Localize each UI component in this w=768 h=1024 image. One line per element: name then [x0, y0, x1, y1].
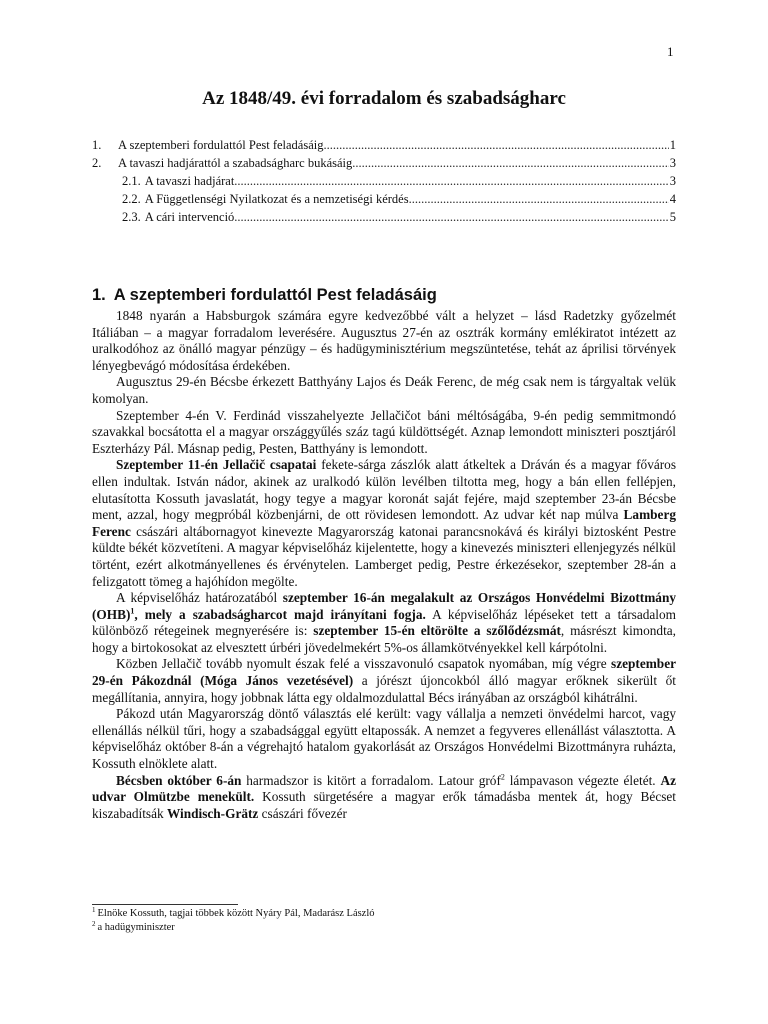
toc-entry-label: A Függetlenségi Nyilatkozat és a nemzetiségi kérdés	[144, 192, 409, 206]
toc-entry[interactable]	[92, 190, 676, 208]
text-run: lámpavason végezte életét.	[504, 772, 661, 788]
toc-entry-page: 3	[669, 174, 676, 188]
paragraph	[92, 706, 676, 772]
bold-text: Az udvar Olmützbe menekült.	[92, 772, 676, 805]
paragraph	[92, 308, 676, 374]
bold-text: Windisch-Grätz	[166, 805, 259, 821]
text-run: császári fővezér	[258, 805, 347, 821]
footnote-reference: 1	[130, 606, 135, 616]
footnotes	[92, 907, 676, 935]
bold-text: szeptember 29-én Pákozdnál (Móga János vezetésével)	[92, 656, 676, 689]
text-run: Közben Jellačič tovább nyomult észak felé a visszavonuló csapatok nyomában, míg végre	[116, 656, 612, 672]
footnote-mark: 1	[92, 905, 96, 914]
toc-leader-dots	[234, 172, 668, 190]
section-number: 1.	[92, 286, 106, 304]
text-run: A képviselőház lépéseket tett a társadalom különböző rétegeinek megnyerésére is:	[92, 606, 676, 639]
toc-leader-dots	[324, 136, 669, 154]
toc-leader-dots	[409, 190, 669, 208]
paragraph	[92, 374, 676, 407]
text-run: fekete-sárga zászlók alatt átkeltek a Dráván és a magyar főváros ellen indultak. István nádor, akinek az uralkodó külön levélben tiltotta meg, hogy a bán ellen fellépjen, elutasította Kossuth javaslatát, hogy tegye a magyar koronát saját fejére, majd szeptember 23-án Bécsbe ment, azzal, hogy megpróbál közbenjárni, de ott rövidesen lemondott. Az udvar két nap múlva	[92, 457, 676, 523]
bold-text: szeptember 15-én eltörölte a szőlődézsmát	[313, 623, 561, 639]
toc-entry-number: 2.3.	[122, 210, 141, 224]
footnote-reference: 2	[500, 772, 505, 782]
footnote-text: a hadügyminiszter	[97, 922, 175, 933]
paragraph	[92, 590, 676, 656]
footnote	[92, 921, 676, 935]
toc-entry-label: A szeptemberi fordulattól Pest feladásáig	[118, 138, 324, 152]
toc-entry-label: A cári intervenció	[144, 210, 235, 224]
footnote-divider	[92, 904, 238, 905]
paragraph	[92, 457, 676, 590]
bold-text: , mely a szabadságharcot majd irányítani fogja.	[134, 606, 426, 622]
toc-entry-page: 1	[669, 138, 676, 152]
paragraph	[92, 408, 676, 458]
footnote-text: Elnöke Kossuth, tagjai többek között Nyáry Pál, Madarász László	[97, 908, 375, 919]
bold-text: szeptember 16-án megalakult az Országos Honvédelmi Bizottmány (OHB)	[92, 590, 676, 622]
toc-entry-page: 4	[669, 192, 676, 206]
toc-entry[interactable]	[92, 136, 676, 154]
text-run: Pákozd után Magyarország döntő választás elé került: vagy vállalja a nemzeti önvédelmi harcot, vagy ellenállás nélkül tűri, hogy a szabadsággal együtt eltapossák. A nemzet a fegyveres ellenállást választotta. A képviselőház október 8-án a végrehajtó hatalom gyakorlását az Országos Honvédelmi Bizottmányra ruházta, Kossuth elnöklete alatt.	[92, 706, 676, 772]
toc-entry-number: 1.	[92, 138, 102, 152]
toc-leader-dots	[352, 154, 668, 172]
toc-entry-label: A tavaszi hadjárat	[144, 174, 235, 188]
toc-entry[interactable]	[92, 208, 676, 226]
text-run: 1848 nyarán a Habsburgok számára egyre kedvezőbbé vált a helyzet – lásd Radetzky győzelmét Itáliában – a magyar forradalom leverésére. Augusztus 27-én az osztrák kormány emlékiratot intézett az uralkodóhoz az önálló magyar pénzügy – és hadügyminisztérium megszüntetése, tehát az áprilisi törvények lényegbevágó módosítása érdekében.	[92, 308, 676, 373]
text-run: Augusztus 29-én Bécsbe érkezett Batthyány Lajos és Deák Ferenc, de még csak nem is tárgyaltak velük komolyan.	[92, 374, 676, 406]
toc-entry[interactable]	[92, 172, 676, 190]
document-title: Az 1848/49. évi forradalom és szabadságharc	[202, 88, 566, 109]
text-run: császári altábornagyot kinevezte Magyarország katonai parancsnokává és királyi biztosként Pestre küldte békét közvetíteni. A magyar képviselőház kijelentette, hogy a kinevezés miniszteri ellenjegyzés nélkül történt, ezért alkotmányellenes és érvénytelen. Lamberget pedig, Pestre érkezésekor, szeptember 28-án a felizgatott tömeg a hajóhídon megölte.	[92, 523, 676, 589]
text-run: harmadszor is kitört a forradalom. Latour gróf	[241, 772, 501, 788]
bold-text: Lamberg Ferenc	[92, 507, 676, 539]
toc-entry-page: 3	[669, 156, 676, 170]
paragraph	[92, 656, 676, 706]
toc-entry[interactable]	[92, 154, 676, 172]
body-text	[92, 308, 676, 822]
toc-entry-number: 2.2.	[122, 192, 141, 206]
text-run: , másrészt kimondta, hogy a birtokosokat az elvesztett úrbéri jövedelmekért 5%-os államkötvényekkel kell kárpótolni.	[92, 623, 677, 655]
toc-entry-number: 2.1.	[122, 174, 141, 188]
text-run: Kossuth sürgetésére a magyar erők támadásba mentek át, hogy Bécset kiszabadítsák	[92, 789, 676, 821]
paragraph	[92, 773, 676, 823]
footnote-mark: 2	[92, 919, 96, 928]
section-title: A szeptemberi fordulattól Pest feladásáig	[113, 286, 437, 304]
page-number: 1	[667, 44, 674, 59]
table-of-contents	[92, 136, 676, 226]
text-run: a jórészt újoncokból álló magyar erőknek sikerült őt megállítania, annyira, hogy jobbnak látta egy oldalmozdulattal Bécs irányában az országból kihátrálni.	[92, 673, 676, 705]
toc-entry-label: A tavaszi hadjárattól a szabadságharc bukásáig	[118, 156, 353, 170]
footnote	[92, 907, 676, 921]
toc-entry-number: 2.	[92, 156, 102, 170]
toc-leader-dots	[234, 208, 668, 226]
section-heading	[92, 286, 437, 305]
toc-entry-page: 5	[669, 210, 676, 224]
bold-text: Szeptember 11-én Jellačič csapatai	[116, 457, 317, 473]
bold-text: Bécsben október 6-án	[116, 772, 242, 788]
text-run: Szeptember 4-én V. Ferdinád visszahelyezte Jellačičot báni méltóságába, 9-én pedig semmitmondó szavakkal bocsátotta el a magyar országgyűlés száz tagú küldöttségét. Aznap lemondott miniszteri posztjáról Eszterházy Pál. Másnap pedig, Pesten, Batthyány is lemondott.	[92, 407, 676, 456]
text-run: A képviselőház határozatából	[116, 590, 283, 606]
